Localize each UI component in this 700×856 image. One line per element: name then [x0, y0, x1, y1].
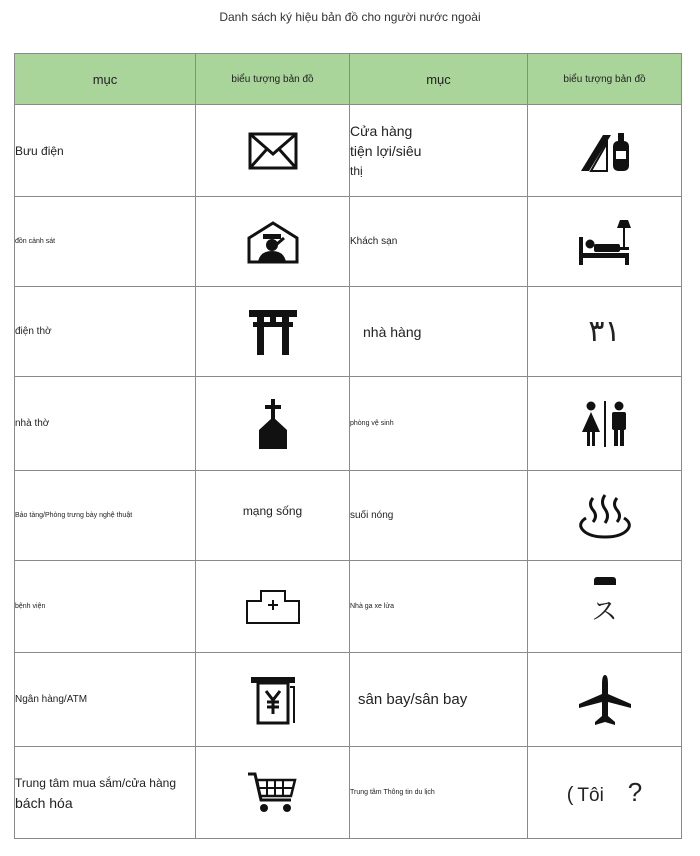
table-row — [15, 561, 682, 653]
train-station-symbol-text: ス — [591, 596, 618, 627]
map-symbol-table — [14, 53, 682, 839]
shopping-center-label — [15, 747, 196, 839]
airport-symbol — [528, 653, 682, 747]
header-symbol: biểu tượng bản đồ — [528, 54, 682, 105]
police-station-symbol — [196, 197, 350, 287]
label-line: tiện lợi/siêu — [350, 142, 422, 159]
shopping-cart-icon — [247, 770, 299, 816]
table-row — [15, 105, 682, 197]
question-mark-icon: ? — [627, 777, 643, 807]
label-line: bách hóa — [15, 794, 73, 811]
hospital-label: bệnh viện — [15, 561, 196, 653]
table-row — [15, 377, 682, 471]
table-header-row — [15, 54, 682, 105]
label-line: Trung tâm mua sắm/cửa hàng — [15, 775, 176, 790]
hotel-symbol — [528, 197, 682, 287]
convenience-store-symbol — [528, 105, 682, 197]
table-row — [15, 653, 682, 747]
tourist-info-label: Trung tâm Thông tin du lịch — [350, 747, 528, 839]
airplane-icon — [578, 674, 632, 726]
header-item: mục — [15, 54, 196, 105]
hospital-symbol — [196, 561, 350, 653]
header-item: mục — [350, 54, 528, 105]
museum-label: Bảo tàng/Phòng trưng bày nghệ thuật — [15, 471, 196, 561]
restaurant-label: nhà hàng — [350, 287, 528, 377]
table-row — [15, 197, 682, 287]
envelope-icon — [248, 132, 298, 170]
torii-gate-icon — [248, 308, 298, 356]
police-station-icon — [246, 220, 300, 264]
page-title: Danh sách ký hiệu bản đồ cho người nước ngoài — [219, 10, 481, 24]
rail-icon — [594, 577, 616, 585]
hot-spring-label: suối nóng — [350, 471, 528, 561]
label-line: thị — [350, 163, 363, 178]
museum-symbol-text: mạng sống — [242, 503, 303, 518]
shrine-label: điện thờ — [15, 287, 196, 377]
restaurant-symbol-text: ٣١ — [588, 314, 621, 349]
train-station-symbol — [528, 561, 682, 653]
header-symbol: biểu tượng bản đồ — [196, 54, 350, 105]
hotel-label: Khách sạn — [350, 197, 528, 287]
restroom-label: phòng vệ sinh — [350, 377, 528, 471]
tourist-info-symbol — [528, 747, 682, 839]
shrine-symbol — [196, 287, 350, 377]
airport-label: sân bay/sân bay — [350, 653, 528, 747]
table-row — [15, 471, 682, 561]
bracket-icon: ( — [566, 784, 574, 806]
police-station-label: đồn cảnh sát — [15, 197, 196, 287]
post-office-label: Bưu điện — [15, 105, 196, 197]
bank-atm-label: Ngân hàng/ATM — [15, 653, 196, 747]
atm-yen-icon — [250, 675, 296, 725]
hot-spring-icon — [576, 492, 634, 540]
museum-symbol — [196, 471, 350, 561]
table-row — [15, 287, 682, 377]
tourist-info-symbol-text: Tôi — [577, 785, 604, 806]
table-row — [15, 747, 682, 839]
train-station-label: Nhà ga xe lửa — [350, 561, 528, 653]
hospital-icon — [245, 589, 301, 625]
restroom-icon — [578, 401, 632, 447]
church-icon — [256, 398, 290, 450]
train-station-glyph — [528, 577, 681, 637]
post-office-symbol — [196, 105, 350, 197]
hotel-bed-icon — [576, 217, 634, 267]
hot-spring-symbol — [528, 471, 682, 561]
church-symbol — [196, 377, 350, 471]
convenience-store-label — [350, 105, 528, 197]
convenience-store-icon — [577, 129, 633, 173]
restaurant-symbol — [528, 287, 682, 377]
church-label: nhà thờ — [15, 377, 196, 471]
restroom-symbol — [528, 377, 682, 471]
label-line: Cửa hàng — [350, 122, 413, 139]
shopping-center-symbol — [196, 747, 350, 839]
bank-atm-symbol — [196, 653, 350, 747]
